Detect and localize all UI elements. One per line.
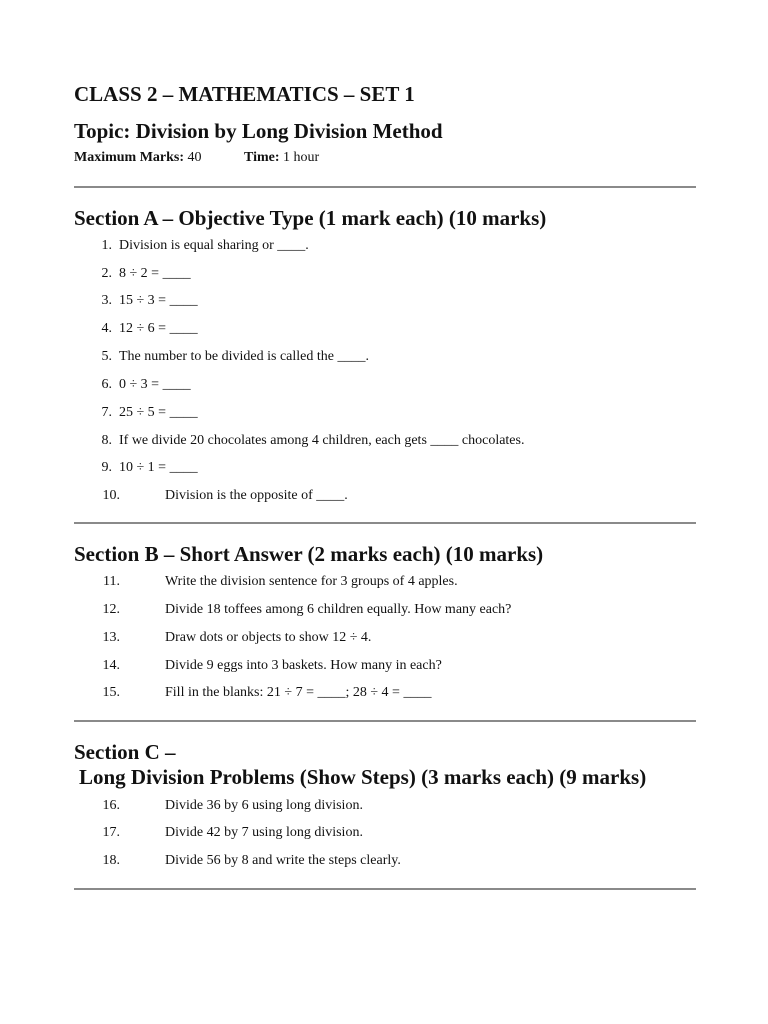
question-number: 4. xyxy=(101,321,112,336)
question-number: 6. xyxy=(101,377,112,392)
divider xyxy=(74,522,696,524)
question-number: 1. xyxy=(101,238,112,253)
question-text: Fill in the blanks: 21 ÷ 7 = ____; 28 ÷ 4 = ____ xyxy=(165,685,432,700)
section-b-heading: Section B – Short Answer (2 marks each) (10 marks) xyxy=(74,542,544,566)
divider xyxy=(74,888,696,890)
question-text: 25 ÷ 5 = ____ xyxy=(119,405,198,420)
max-marks-label: Maximum Marks: xyxy=(74,150,185,165)
divider xyxy=(74,720,696,722)
question-text: Write the division sentence for 3 groups of 4 apples. xyxy=(165,574,458,589)
question-number: 3. xyxy=(101,293,112,308)
question-number: 13. xyxy=(102,630,120,645)
question-text: 10 ÷ 1 = ____ xyxy=(119,460,198,475)
question-text: 0 ÷ 3 = ____ xyxy=(119,377,191,392)
question-text: Division is the opposite of ____. xyxy=(165,488,348,503)
section-c-heading-line1: Section C – xyxy=(74,740,176,764)
time-label: Time: xyxy=(244,150,280,165)
section-a-heading: Section A – Objective Type (1 mark each) (10 marks) xyxy=(74,206,547,230)
question-text: Divide 9 eggs into 3 baskets. How many in each? xyxy=(165,658,442,673)
question-number: 15. xyxy=(102,685,120,700)
max-marks-value: 40 xyxy=(184,150,202,165)
question-text: 12 ÷ 6 = ____ xyxy=(119,321,198,336)
question-number: 11. xyxy=(103,574,120,589)
time-value: 1 hour xyxy=(279,150,320,165)
question-text: Divide 18 toffees among 6 children equally. How many each? xyxy=(165,602,512,617)
worksheet-topic: Topic: Division by Long Division Method xyxy=(74,119,443,143)
question-text: 15 ÷ 3 = ____ xyxy=(119,293,198,308)
question-number: 9. xyxy=(101,460,112,475)
question-text: If we divide 20 chocolates among 4 children, each gets ____ chocolates. xyxy=(119,433,525,448)
question-text: 8 ÷ 2 = ____ xyxy=(119,266,191,281)
section-c-heading xyxy=(74,740,646,790)
question-number: 5. xyxy=(101,349,112,364)
question-number: 17. xyxy=(102,825,120,840)
question-number: 16. xyxy=(102,798,120,813)
worksheet-meta xyxy=(74,150,320,166)
worksheet-title: CLASS 2 – MATHEMATICS – SET 1 xyxy=(74,82,415,106)
max-marks xyxy=(74,150,202,165)
question-text: Divide 36 by 6 using long division. xyxy=(165,798,363,813)
divider xyxy=(74,186,696,188)
question-text: Divide 56 by 8 and write the steps clearly. xyxy=(165,853,401,868)
question-text: Draw dots or objects to show 12 ÷ 4. xyxy=(165,630,372,645)
question-number: 2. xyxy=(101,266,112,281)
question-number: 8. xyxy=(101,433,112,448)
question-number: 7. xyxy=(101,405,112,420)
question-number: 18. xyxy=(102,853,120,868)
question-text: Divide 42 by 7 using long division. xyxy=(165,825,363,840)
time-allowed xyxy=(244,150,319,166)
question-number: 14. xyxy=(102,658,120,673)
section-c-heading-line2: Long Division Problems (Show Steps) (3 marks each) (9 marks) xyxy=(79,765,647,789)
question-number: 10. xyxy=(102,488,120,503)
question-text: The number to be divided is called the ____. xyxy=(119,349,369,364)
question-number: 12. xyxy=(102,602,120,617)
question-text: Division is equal sharing or ____. xyxy=(119,238,309,253)
